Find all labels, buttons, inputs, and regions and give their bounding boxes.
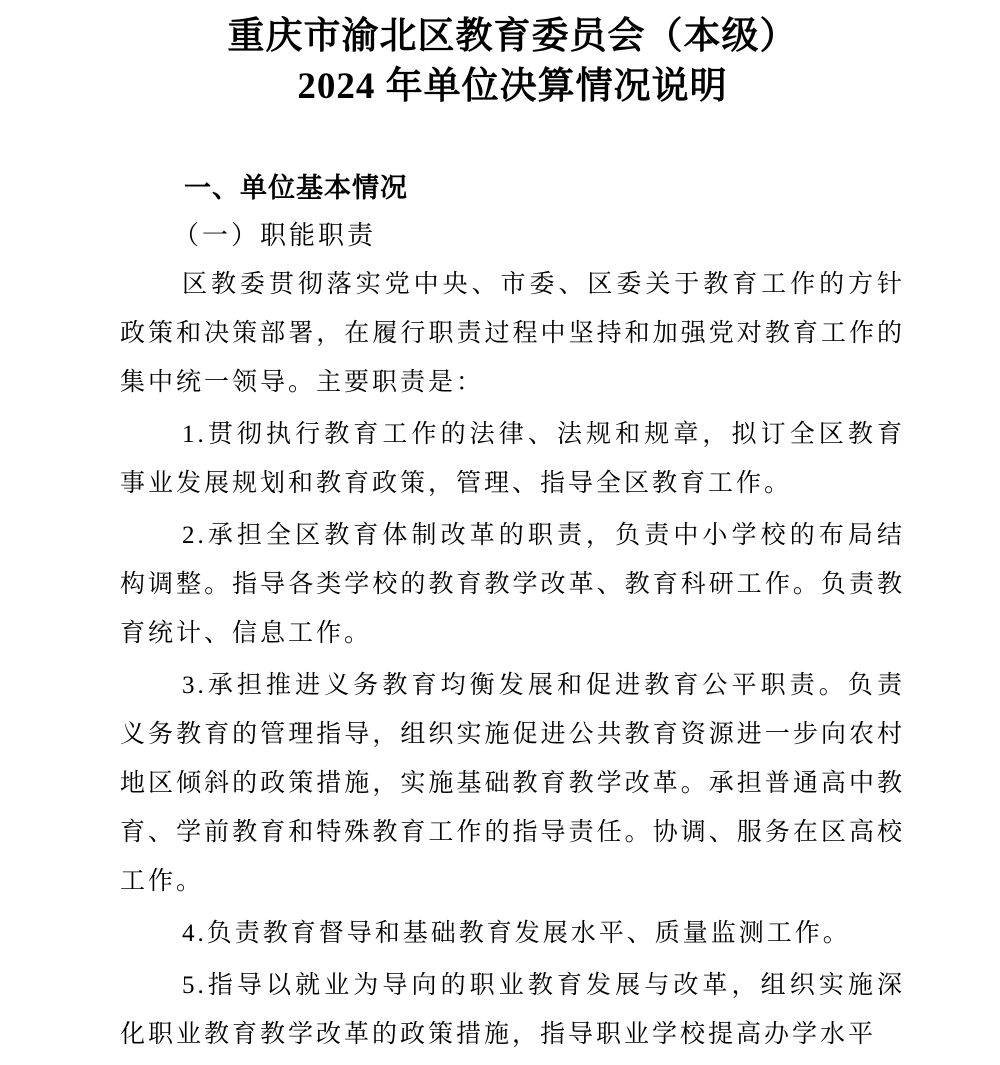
subsection-heading-functions-duties: （一）职能职责 xyxy=(173,221,377,250)
body-paragraph-overview: 区教委贯彻落实党中央、市委、区委关于教育工作的方针政策和决策部署，在履行职责过程中坚持和加强党对教育工作的集中统一领导。主要职责是： xyxy=(120,271,905,396)
body-paragraph-duty-2: 2.承担全区教育体制改革的职责，负责中小学校的布局结构调整。指导各类学校的教育教学改革、教育科研工作。负责教育统计、信息工作。 xyxy=(120,522,905,647)
section-heading-basic-information: 一、单位基本情况 xyxy=(184,173,408,203)
body-paragraph-duty-1: 1.贯彻执行教育工作的法律、法规和规章，拟订全区教育事业发展规划和教育政策，管理、指导全区教育工作。 xyxy=(120,421,905,497)
body-paragraph-duty-3: 3.承担推进义务教育均衡发展和促进教育公平职责。负责义务教育的管理指导，组织实施促进公共教育资源进一步向农村地区倾斜的政策措施，实施基础教育教学改革。承担普通高中教育、学前教育和特殊教育工作的指导责任。协调、服务在区高校工作。 xyxy=(120,672,905,895)
document-title xyxy=(120,8,905,112)
body-paragraph-duty-5: 5.指导以就业为导向的职业教育发展与改革，组织实施深化职业教育教学改革的政策措施，指导职业学校提高办学水平 xyxy=(120,972,905,1048)
body-paragraph-duty-4: 4.负责教育督导和基础教育发展水平、质量监测工作。 xyxy=(182,920,851,947)
document-title-line2: 2024 年单位决算情况说明 xyxy=(297,66,728,107)
document-title-line1: 重庆市渝北区教育委员会（本级） xyxy=(227,16,798,57)
